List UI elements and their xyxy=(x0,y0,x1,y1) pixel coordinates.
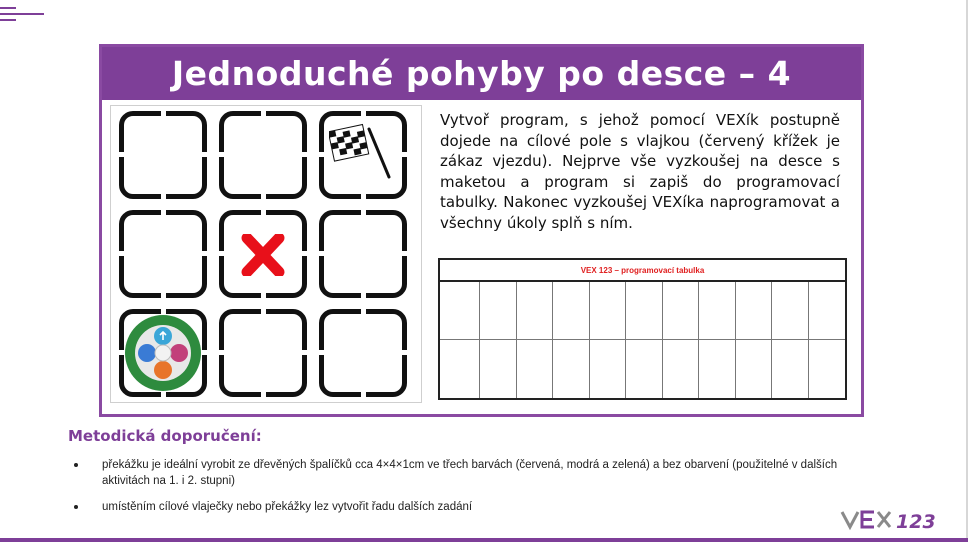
card-header xyxy=(102,47,861,100)
vex-robot-icon xyxy=(123,313,203,393)
table-cell[interactable] xyxy=(663,340,700,398)
board-tile xyxy=(119,111,207,199)
list-item-text: umístěním cílové vlaječky nebo překážky lez vytvořit řadu dalších zadání xyxy=(102,501,473,513)
vex-123-logo xyxy=(840,507,950,535)
no-entry-cross-icon xyxy=(241,234,285,276)
table-cell[interactable] xyxy=(480,282,517,340)
table-cell[interactable] xyxy=(626,340,663,398)
bullet-icon xyxy=(74,463,78,467)
table-cell[interactable] xyxy=(553,282,590,340)
programming-table-title: VEX 123 – programovací tabulka xyxy=(440,260,845,282)
slide-bottom-bar xyxy=(0,538,968,542)
programming-table xyxy=(438,258,847,400)
deco-line xyxy=(0,13,44,15)
table-cell[interactable] xyxy=(517,282,554,340)
slide-title: Jednoduché pohyby po desce – 4 xyxy=(171,54,792,93)
table-cell xyxy=(440,282,480,340)
board-tile xyxy=(119,210,207,298)
game-board xyxy=(110,105,422,403)
methodology-list xyxy=(72,457,872,525)
table-cell[interactable] xyxy=(772,282,809,340)
vex-123-logo-graphic xyxy=(840,507,950,531)
board-tile xyxy=(219,210,307,298)
table-cell[interactable] xyxy=(480,340,517,398)
board-tile xyxy=(219,111,307,199)
table-cell[interactable] xyxy=(663,282,700,340)
table-cell[interactable] xyxy=(590,340,627,398)
table-cell[interactable] xyxy=(517,340,554,398)
board-tile xyxy=(219,309,307,397)
table-cell[interactable] xyxy=(626,282,663,340)
table-cell[interactable] xyxy=(809,282,846,340)
task-card xyxy=(99,44,864,417)
svg-text:123: 123 xyxy=(896,511,936,531)
methodology-heading: Metodická doporučení: xyxy=(68,427,262,445)
bullet-icon xyxy=(74,505,78,509)
table-cell[interactable] xyxy=(736,340,773,398)
task-description: Vytvoř program, s jehož pomocí VEXík postupně dojede na cílové pole s vlajkou (červený křížek je zákaz vjezdu). Nejprve vše vyzkoušej na desce s maketou a program si zapiš do programovací tabulky. Nakonec vyzkoušej VEXíka naprogramovat a všechny úkoly splň s ním. xyxy=(440,111,840,232)
deco-line xyxy=(0,7,16,9)
list-item xyxy=(72,499,872,515)
programming-table-grid xyxy=(440,282,845,398)
board-tile xyxy=(319,309,407,397)
table-cell[interactable] xyxy=(809,340,846,398)
table-cell[interactable] xyxy=(736,282,773,340)
board-tile xyxy=(119,309,207,397)
board-tile xyxy=(319,111,407,199)
board-tile xyxy=(319,210,407,298)
list-item-text: překážku je ideální vyrobit ze dřevěných špalíčků cca 4×4×1cm ve třech barvách (červená, modrá a zelená) a bez obarvení (použitelné v dalších aktivitách na 1. i 2. stupni) xyxy=(102,459,838,487)
table-cell[interactable] xyxy=(772,340,809,398)
table-cell[interactable] xyxy=(699,340,736,398)
deco-line xyxy=(0,19,16,21)
table-cell[interactable] xyxy=(553,340,590,398)
table-cell[interactable] xyxy=(590,282,627,340)
table-cell[interactable] xyxy=(699,282,736,340)
table-cell xyxy=(440,340,480,398)
list-item xyxy=(72,457,872,489)
checkered-flag-icon xyxy=(329,121,397,183)
